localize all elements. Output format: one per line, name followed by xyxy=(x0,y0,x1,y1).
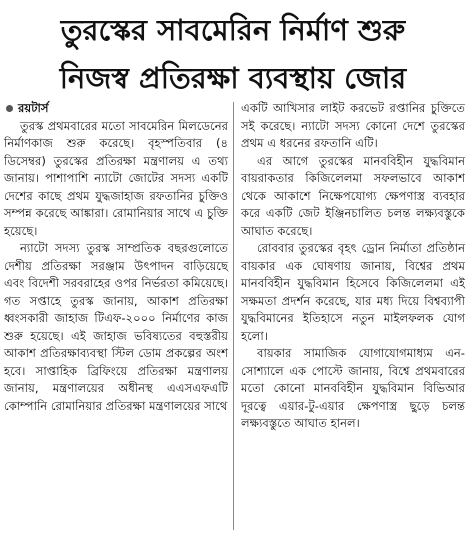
headline-line-2: নিজস্ব প্রতিরক্ষা ব্যবস্থায় জোর xyxy=(59,61,407,95)
bullet-icon xyxy=(6,105,13,112)
dateline-source: রয়টার্স xyxy=(18,101,49,115)
left-column xyxy=(4,100,228,415)
paragraph: তুরস্ক প্রথমবারের মতো সাবমেরিন মিলডেনের নির্মাণকাজ শুরু করেছে। বৃহস্পতিবার (৪ ডিসেম্বর) তুরস্কের প্রতিরক্ষা মন্ত্রণালয় এ তথ্য জানায়। পাশাপাশি ন্যাটো জোটের সদস্য একটি দেশের কাছে প্রথম যুদ্ধজাহাজ রফতানির চুক্তিও সম্পন্ন করেছে আঙ্কারা। রোমানিয়ার সাথে এ চুক্তি হয়েছে। xyxy=(4,118,228,238)
paragraph: রোববার তুরস্কের বৃহৎ ড্রোন নির্মাতা প্রতিষ্ঠান বায়কার এক ঘোষণায় জানায়, বিশ্বের প্রথম মানববিহীন যুদ্ধবিমান হিসেবে কিজিলেলমা এই সক্ষমতা প্রদর্শন করেছে, যার মধ্য দিয়ে বিশ্বব্যাপী যুদ্ধবিমানের ইতিহাসে নতুন মাইলফলক যোগ হলো। xyxy=(241,241,465,343)
paragraph: ন্যাটো সদস্য তুরস্ক সাম্প্রতিক বছরগুলোতে দেশীয় প্রতিরক্ষা সরঞ্জাম উৎপাদন বাড়িয়েছে এবং বিদেশী সরবরাহের ওপর নির্ভরতা কমিয়েছে। গত সপ্তাহে তুরস্ক জানায়, আকাশ প্রতিরক্ষা ধ্বংসকারী জাহাজ টিএফ-২০০০ নির্মাণের কাজ শুরু হয়েছে। এই জাহাজ ভবিষ্যতের বহুস্তরীয় আকাশ প্রতিরক্ষাব্যবস্থা স্টিল ডোম প্রকল্পের অংশ হবে। সাপ্তাহিক ব্রিফিংয়ে প্রতিরক্ষা মন্ত্রণালয় জানায়, মন্ত্রণালয়ের অধীনস্থ এএসএফএটি কোম্পানি রোমানিয়ার প্রতিরক্ষা মন্ত্রণালয়ের সাথে xyxy=(4,241,228,413)
headline-line-1: তুরস্কের সাবমেরিন নির্মাণ শুরু xyxy=(60,13,406,47)
dateline xyxy=(4,100,228,118)
paragraph: এর আগে তুরস্কের মানববিহীন যুদ্ধবিমান বায়রাকতার কিজিলেলমা সফলভাবে আকাশ থেকে আকাশে নিক্ষেপযোগ্য ক্ষেপণাস্ত্র ব্যবহার করে একটি জেট ইঞ্জিনচালিত চলন্ত লক্ষ্যবস্তুকে আঘাত করেছে। xyxy=(241,153,465,238)
paragraph: একটি আখিসার লাইট করভেট রপ্তানির চুক্তিতে সই করেছে। ন্যাটো সদস্য কোনো দেশে তুরস্কের প্রথম এ ধরনের রফতানি এটি। xyxy=(241,101,465,150)
column-divider xyxy=(233,102,234,530)
headline xyxy=(0,6,466,102)
paragraph: বায়কার সামাজিক যোগাযোগমাধ্যম এন-সোশ্যালে এক পোস্টে জানায়, বিশ্বে প্রথমবারের মতো কোনো মানববিহীন যুদ্ধবিমান বিভিআর দূরত্বে এয়ার-টু-এয়ার ক্ষেপণাস্ত্র ছুড়ে চলন্ত লক্ষ্যবস্তুতে আঘাত হানল। xyxy=(241,346,465,430)
right-column xyxy=(241,100,465,433)
